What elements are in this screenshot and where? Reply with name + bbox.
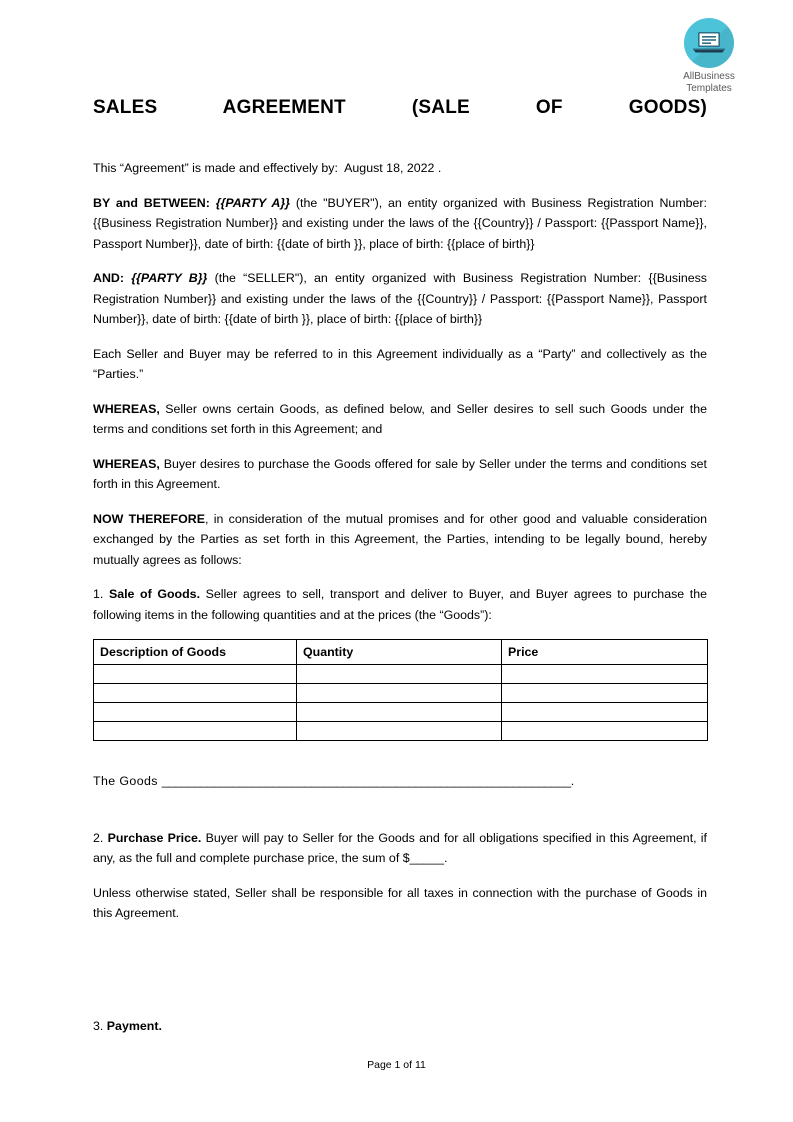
cell-description[interactable] xyxy=(94,722,297,741)
cell-description[interactable] xyxy=(94,684,297,703)
logo-text xyxy=(663,71,755,95)
section-3-paragraph xyxy=(93,1016,707,1037)
goods-blank-prefix: The Goods xyxy=(93,774,162,788)
cell-quantity[interactable] xyxy=(297,722,502,741)
cell-price[interactable] xyxy=(502,722,708,741)
section-1-paragraph xyxy=(93,584,707,625)
table-header-row xyxy=(94,640,708,665)
logo-circle xyxy=(684,18,734,68)
party-a-label: BY and BETWEEN: xyxy=(93,195,210,210)
whereas-1-paragraph xyxy=(93,399,707,440)
table-header-description: Description of Goods xyxy=(94,640,297,665)
section-2-paragraph xyxy=(93,828,707,869)
section-1-number: 1. xyxy=(93,587,104,601)
cell-description[interactable] xyxy=(94,665,297,684)
cell-description[interactable] xyxy=(94,703,297,722)
cell-quantity[interactable] xyxy=(297,684,502,703)
effective-date-paragraph xyxy=(93,158,707,179)
whereas-2-label: WHEREAS, xyxy=(93,456,160,471)
taxes-paragraph: Unless otherwise stated, Seller shall be responsible for all taxes in connection with the purchase of Goods in this Agreement. xyxy=(93,885,707,920)
effective-date-value: August 18, 2022 xyxy=(344,161,435,175)
goods-table xyxy=(93,639,708,741)
section-1-heading: Sale of Goods. xyxy=(108,587,201,601)
table-row[interactable] xyxy=(94,665,708,684)
effective-line-prefix: This “Agreement” is made and effectively by: xyxy=(93,161,338,175)
party-b-label: AND: xyxy=(93,271,124,285)
page-title: SALES AGREEMENT (SALE OF GOODS) xyxy=(93,97,707,118)
cell-price[interactable] xyxy=(502,684,708,703)
table-header-price: Price xyxy=(502,640,708,665)
whereas-2-text: Buyer desires to purchase the Goods offered for sale by Seller under the terms and conditions set forth in this Agreement. xyxy=(93,456,707,491)
party-a-text: (the "BUYER"), an entity organized with Business Registration Number: {{Business Registration Number}} and existing under the laws of the {{Country}} / Passport: {{Passport Name}}, Passport Number}}, date of birth: {{date of birth }}, place of birth: {{place of birth}} xyxy=(93,195,707,251)
cell-price[interactable] xyxy=(502,665,708,684)
table-row[interactable] xyxy=(94,703,708,722)
party-a-paragraph xyxy=(93,193,707,255)
goods-blank-line xyxy=(93,771,707,792)
whereas-1-text: Seller owns certain Goods, as defined below, and Seller desires to sell such Goods under the terms and conditions set forth in this Agreement; and xyxy=(93,401,707,436)
logo-text-line2: Templates xyxy=(686,83,732,94)
parties-definition-paragraph: Each Seller and Buyer may be referred to in this Agreement individually as a “Party” and collectively as the “Parties.” xyxy=(93,346,707,381)
party-b-placeholder: {{PARTY B}} xyxy=(131,271,208,285)
whereas-2-paragraph xyxy=(93,454,707,495)
now-therefore-text: , in consideration of the mutual promises and for other good and valuable consideration exchanged by the Parties as set forth in this Agreement, the Parties, intending to be legally bound, hereby mutually agrees as follows: xyxy=(93,511,707,567)
table-row[interactable] xyxy=(94,722,708,741)
laptop-icon xyxy=(692,30,726,56)
spacer xyxy=(93,792,707,828)
cell-quantity[interactable] xyxy=(297,665,502,684)
spacer xyxy=(93,938,707,1016)
allbusiness-templates-logo xyxy=(663,18,755,95)
table-header-quantity: Quantity xyxy=(297,640,502,665)
section-2-number: 2. xyxy=(93,830,104,845)
document-body xyxy=(93,158,707,1050)
section-3-number: 3. xyxy=(93,1018,104,1033)
cell-price[interactable] xyxy=(502,703,708,722)
section-2-heading: Purchase Price. xyxy=(107,830,202,845)
now-therefore-paragraph xyxy=(93,509,707,571)
party-a-placeholder: {{PARTY A}} xyxy=(215,195,290,210)
goods-blank-suffix: . xyxy=(570,774,575,788)
logo-text-line1: AllBusiness xyxy=(683,71,735,82)
whereas-1-label: WHEREAS, xyxy=(93,401,160,416)
effective-line-suffix: . xyxy=(437,161,442,175)
section-3-heading: Payment. xyxy=(106,1018,162,1033)
party-b-text: (the “SELLER"), an entity organized with Business Registration Number: {{Business Registration Number}} and existing under the laws of the {{Country}} / Passport: {{Passport Name}}, Passport Number}}, date of birth: {{date of birth }}, place of birth: {{place of birth}} xyxy=(93,271,708,326)
section-1-text: Seller agrees to sell, transport and deliver to Buyer, and Buyer agrees to purchase the following items in the following quantities and at the prices (the “Goods”): xyxy=(93,587,707,622)
section-2-text: Buyer will pay to Seller for the Goods and for all obligations specified in this Agreement, if any, as the full and complete purchase price, the sum of $_____. xyxy=(93,830,707,865)
goods-blank-field[interactable]: _______________________________________________________________ xyxy=(161,774,571,788)
table-row[interactable] xyxy=(94,684,708,703)
party-b-paragraph xyxy=(93,268,707,330)
now-therefore-label: NOW THEREFORE xyxy=(93,511,205,526)
cell-quantity[interactable] xyxy=(297,703,502,722)
page-footer: Page 1 of 11 xyxy=(367,1059,426,1071)
